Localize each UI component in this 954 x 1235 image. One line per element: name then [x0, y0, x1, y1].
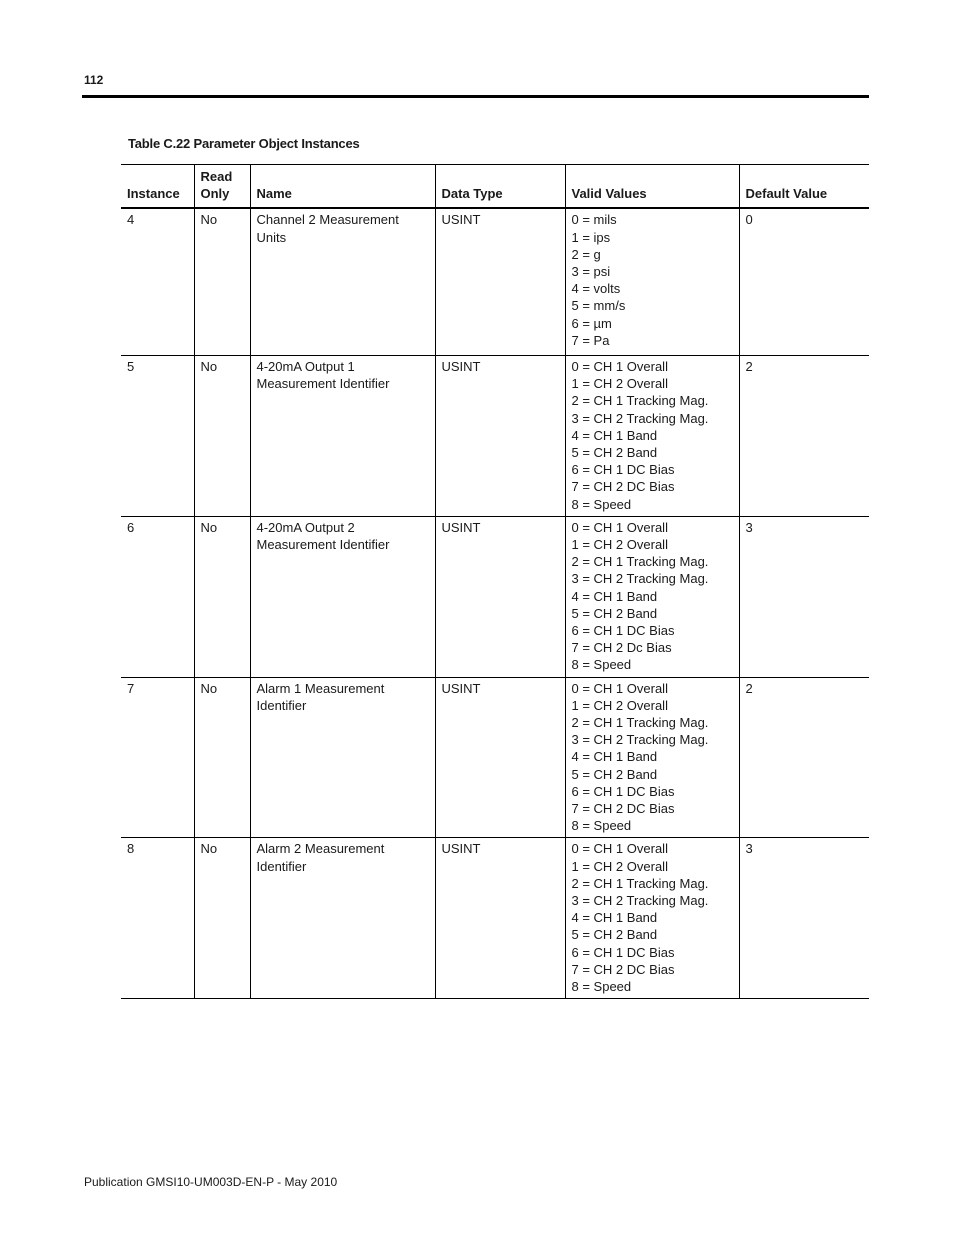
column-header-data-type: Data Type [435, 165, 565, 209]
valid-value-item: 2 = CH 1 Tracking Mag. [571, 554, 709, 570]
valid-values-cell [565, 516, 739, 677]
valid-value-item: 6 = CH 1 DC Bias [571, 783, 675, 799]
valid-value-item: 7 = CH 2 DC Bias [571, 479, 675, 495]
valid-value-item: 8 = Speed [571, 657, 632, 673]
data-type-cell: USINT [435, 355, 565, 516]
instance-cell: 5 [121, 355, 194, 516]
table-body [121, 208, 869, 998]
valid-value-item: 3 = CH 2 Tracking Mag. [571, 410, 709, 426]
table-caption: Table C.22 Parameter Object Instances [128, 136, 360, 151]
read-only-cell: No [194, 208, 250, 355]
valid-value-item: 8 = Speed [571, 496, 632, 512]
read-only-cell: No [194, 838, 250, 999]
table-row [121, 355, 869, 516]
data-type-cell: USINT [435, 677, 565, 838]
column-header-default-value: Default Value [739, 165, 869, 209]
publication-footer: Publication GMSI10-UM003D-EN-P - May 2010 [84, 1175, 338, 1189]
column-header-name: Name [250, 165, 435, 209]
valid-values-cell [565, 838, 739, 999]
valid-value-item: 2 = CH 1 Tracking Mag. [571, 714, 709, 730]
default-value-cell: 3 [739, 838, 869, 999]
valid-value-item: 7 = CH 2 DC Bias [571, 961, 675, 977]
name-cell: 4-20mA Output 1 Measurement Identifier [250, 355, 435, 516]
valid-value-item: 7 = CH 2 DC Bias [571, 800, 675, 816]
name-cell: Alarm 2 Measurement Identifier [250, 838, 435, 999]
valid-value-item: 5 = CH 2 Band [571, 605, 658, 621]
default-value-cell: 3 [739, 516, 869, 677]
valid-value-item: 3 = psi [571, 264, 611, 280]
valid-value-item: 1 = CH 2 Overall [571, 376, 668, 392]
valid-value-item: 8 = Speed [571, 979, 632, 995]
valid-value-item: 3 = CH 2 Tracking Mag. [571, 571, 709, 587]
valid-value-item: 6 = CH 1 DC Bias [571, 944, 675, 960]
column-header-read-only: Read Only [194, 165, 250, 209]
valid-value-item: 5 = CH 2 Band [571, 766, 658, 782]
valid-value-item: 0 = CH 1 Overall [571, 519, 668, 535]
valid-value-item: 2 = CH 1 Tracking Mag. [571, 393, 709, 409]
valid-value-item: 2 = g [571, 246, 601, 262]
data-type-cell: USINT [435, 208, 565, 355]
valid-value-item: 4 = CH 1 Band [571, 910, 658, 926]
valid-value-item: 0 = CH 1 Overall [571, 358, 668, 374]
valid-value-item: 6 = CH 1 DC Bias [571, 622, 675, 638]
name-cell: Channel 2 Measurement Units [250, 208, 435, 355]
valid-value-item: 5 = CH 2 Band [571, 927, 658, 943]
default-value-cell: 2 [739, 355, 869, 516]
table-header-row [121, 165, 869, 209]
instance-cell: 4 [121, 208, 194, 355]
valid-value-item: 3 = CH 2 Tracking Mag. [571, 732, 709, 748]
instance-cell: 6 [121, 516, 194, 677]
valid-value-item: 1 = CH 2 Overall [571, 858, 668, 874]
read-only-cell: No [194, 677, 250, 838]
table-row [121, 208, 869, 355]
header-rule [82, 95, 869, 98]
valid-values-cell [565, 355, 739, 516]
page-number: 112 [84, 73, 104, 87]
valid-value-item: 6 = CH 1 DC Bias [571, 462, 675, 478]
valid-value-item: 4 = volts [571, 281, 621, 297]
column-header-instance: Instance [121, 165, 194, 209]
instance-cell: 7 [121, 677, 194, 838]
valid-value-item: 1 = CH 2 Overall [571, 697, 668, 713]
valid-value-item: 0 = mils [571, 212, 617, 228]
valid-value-item: 2 = CH 1 Tracking Mag. [571, 875, 709, 891]
valid-value-item: 4 = CH 1 Band [571, 588, 658, 604]
read-only-cell: No [194, 355, 250, 516]
valid-value-item: 8 = Speed [571, 818, 632, 834]
table-row [121, 677, 869, 838]
instance-cell: 8 [121, 838, 194, 999]
default-value-cell: 2 [739, 677, 869, 838]
valid-value-item: 1 = ips [571, 229, 611, 245]
name-cell: 4-20mA Output 2 Measurement Identifier [250, 516, 435, 677]
valid-value-item: 4 = CH 1 Band [571, 427, 658, 443]
table-row [121, 838, 869, 999]
default-value-cell: 0 [739, 208, 869, 355]
valid-values-cell [565, 677, 739, 838]
valid-value-item: 4 = CH 1 Band [571, 749, 658, 765]
data-type-cell: USINT [435, 516, 565, 677]
valid-value-item: 6 = µm [571, 315, 612, 331]
valid-value-item: 7 = CH 2 Dc Bias [571, 640, 672, 656]
parameter-object-instances-table [121, 164, 869, 999]
valid-value-item: 0 = CH 1 Overall [571, 680, 668, 696]
name-cell: Alarm 1 Measurement Identifier [250, 677, 435, 838]
column-header-valid-values: Valid Values [565, 165, 739, 209]
valid-value-item: 5 = CH 2 Band [571, 444, 658, 460]
table-row [121, 516, 869, 677]
data-type-cell: USINT [435, 838, 565, 999]
valid-value-item: 7 = Pa [571, 332, 610, 348]
valid-value-item: 0 = CH 1 Overall [571, 841, 668, 857]
valid-value-item: 3 = CH 2 Tracking Mag. [571, 893, 709, 908]
read-only-cell: No [194, 516, 250, 677]
valid-value-item: 5 = mm/s [571, 298, 626, 314]
valid-value-item: 1 = CH 2 Overall [571, 536, 668, 552]
valid-values-cell [565, 208, 739, 355]
